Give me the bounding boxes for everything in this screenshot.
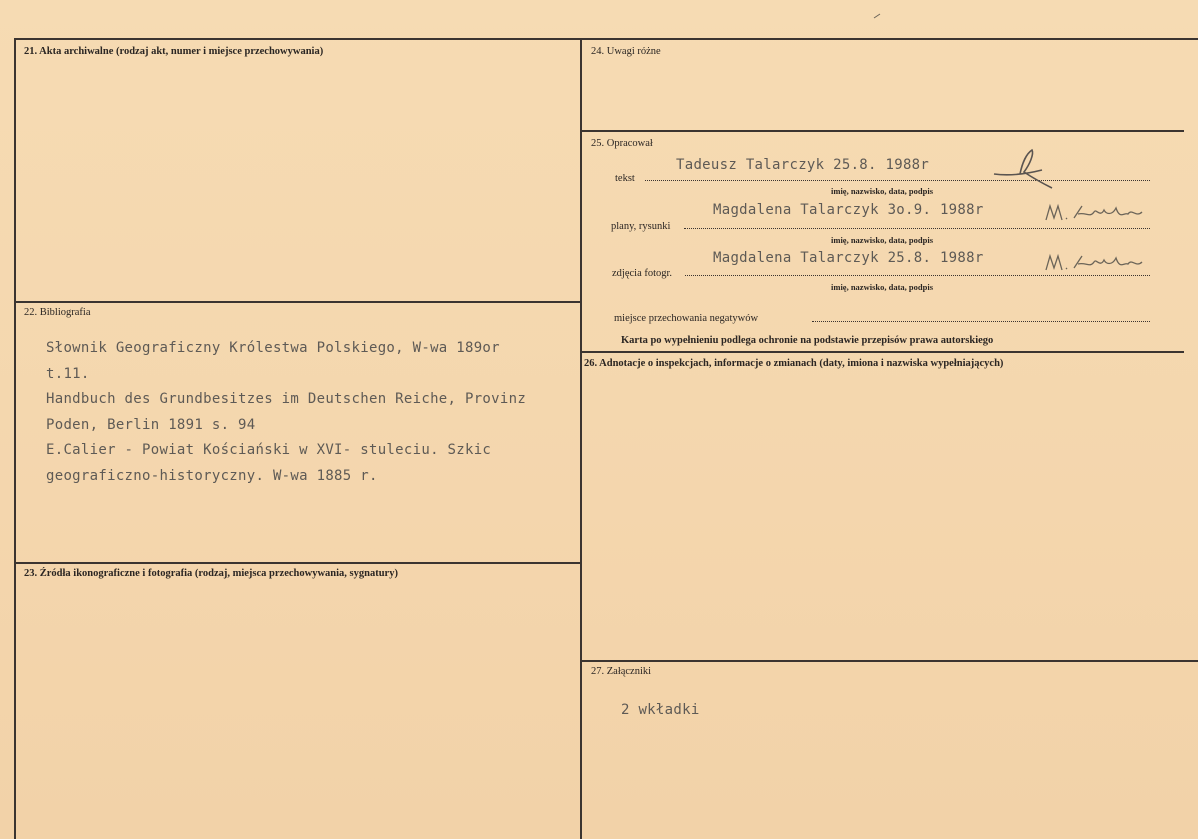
signature-mark xyxy=(990,146,1060,192)
bibliography-line: geograficzno-historyczny. W-wa 1885 r. xyxy=(46,467,378,484)
bibliography-line: Słownik Geograficzny Królestwa Polskiego, W-wa 189or xyxy=(46,340,500,356)
section-24-label: 24. Uwagi różne xyxy=(591,46,661,57)
field-label-plany: plany, rysunki xyxy=(611,221,671,232)
divider-24-25 xyxy=(581,130,1184,132)
section-22-label: 22. Bibliografia xyxy=(24,307,91,318)
section-26-label: 26. Adnotacje o inspekcjach, informacje o zmianach (daty, imiona i nazwiska wypełniających) xyxy=(584,358,1004,369)
section-21-label: 21. Akta archiwalne (rodzaj akt, numer i miejsce przechowywania) xyxy=(24,46,324,57)
section-25-label: 25. Opracował xyxy=(591,138,653,149)
author-plans-value: Magdalena Talarczyk 3o.9. 1988r xyxy=(713,202,984,218)
divider-21-22 xyxy=(14,301,581,303)
divider-26-27 xyxy=(581,660,1198,662)
copyright-notice: Karta po wypełnieniu podlega ochronie na podstawie przepisów prawa autorskiego xyxy=(621,335,994,346)
bibliography-list xyxy=(46,336,526,489)
divider-22-23 xyxy=(14,562,581,564)
bibliography-line: Poden, Berlin 1891 s. 94 xyxy=(46,416,256,433)
caption-plany: imię, nazwisko, data, podpis xyxy=(831,235,934,245)
caption-tekst: imię, nazwisko, data, podpis xyxy=(831,186,934,196)
center-divider-line xyxy=(580,38,582,839)
field-label-zdjecia: zdjęcia fotogr. xyxy=(612,268,673,279)
negatives-label: miejsce przechowania negatywów xyxy=(614,313,759,324)
author-text-value: Tadeusz Talarczyk 25.8. 1988r xyxy=(676,157,930,173)
signature-mark xyxy=(1042,248,1152,278)
author-photos-value: Magdalena Talarczyk 25.8. 1988r xyxy=(713,250,984,266)
section-23-label: 23. Źródła ikonograficzne i fotografia (rodzaj, miejsca przechowywania, sygnatury) xyxy=(24,568,398,579)
bibliography-line: t.11. xyxy=(46,365,90,382)
top-border-line xyxy=(14,38,1198,40)
field-label-tekst: tekst xyxy=(615,173,635,184)
bibliography-line: Handbuch des Grundbesitzes im Deutschen Reiche, Provinz xyxy=(46,391,527,407)
dotted-line-tekst xyxy=(645,180,1150,181)
attachments-value: 2 wkładki xyxy=(621,702,700,718)
bibliography-line: E.Calier - Powiat Kościański w XVI- stuleciu. Szkic xyxy=(46,442,492,458)
caption-zdjecia: imię, nazwisko, data, podpis xyxy=(831,282,934,292)
dotted-line-negatives xyxy=(812,321,1150,322)
section-27-label: 27. Załączniki xyxy=(591,666,652,677)
signature-mark xyxy=(1042,198,1152,228)
left-border-line xyxy=(14,38,16,839)
divider-25-26 xyxy=(581,351,1184,353)
dotted-line-plany xyxy=(684,228,1150,229)
pencil-mark-icon xyxy=(872,12,882,20)
